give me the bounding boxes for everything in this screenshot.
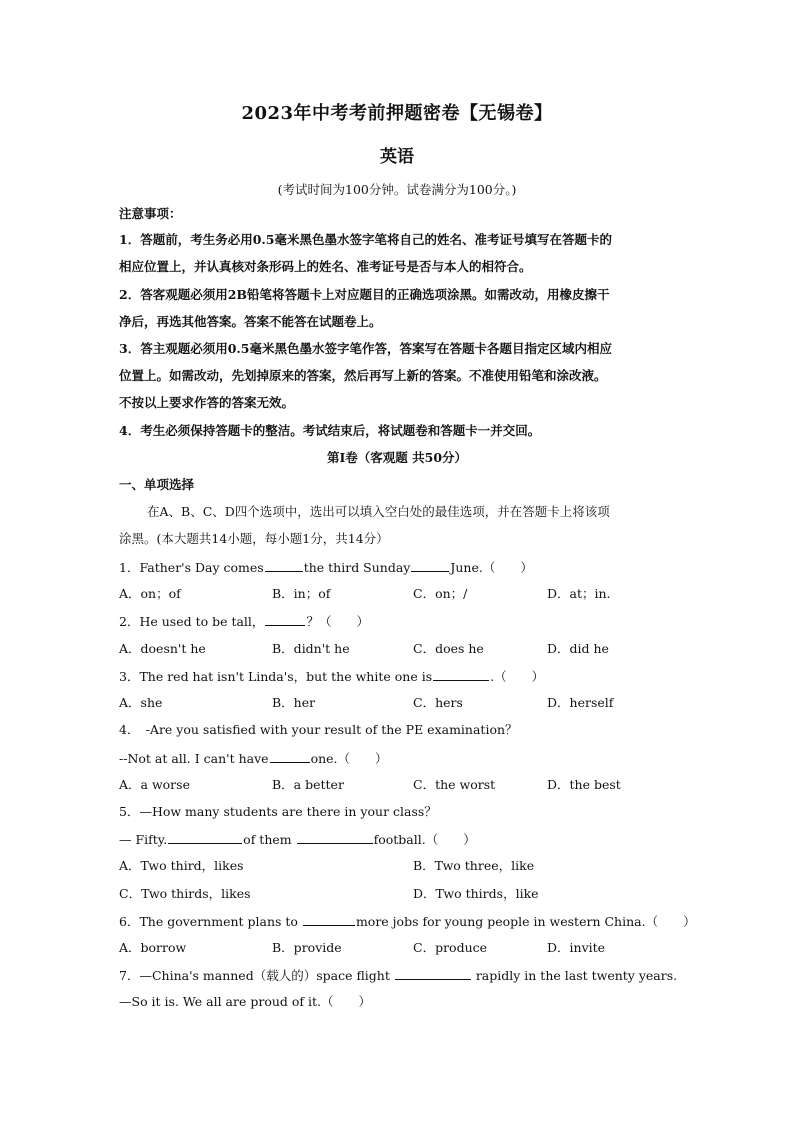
option-c: C．the worst (413, 777, 496, 792)
answer-blank (433, 668, 489, 681)
option-c: C．produce (413, 940, 488, 955)
question-7-part-1: 7．—China's manned（载人的）space flight (119, 968, 390, 983)
option-c: C．Two thirds，likes (119, 886, 251, 901)
note-1-line-2: 相应位置上，并认真核对条形码上的姓名、准考证号是否与本人的相符合。 (119, 259, 532, 274)
question-1-part-1: 1．Father's Day comes (119, 560, 264, 575)
answer-blank (411, 559, 449, 572)
option-a: A．borrow (119, 940, 187, 955)
option-b: B．a better (272, 777, 344, 792)
option-c: C．hers (413, 695, 463, 710)
answer-blank (270, 750, 310, 763)
instruction-line-2: 涂黑。(本大题共14小题，每小题1分，共14分） (119, 531, 389, 546)
answer-blank (303, 913, 355, 926)
question-7-part-2: rapidly in the last twenty years. (475, 968, 678, 983)
question-6-part-2: more jobs for young people in western China.（ ） (355, 914, 696, 929)
section-title: 第I卷（客观题 共50分） (326, 450, 468, 465)
exam-title: 2023年中考考前押题密卷【无锡卷】 (241, 103, 553, 124)
option-a: A．on；of (119, 586, 181, 601)
option-d: D．herself (547, 695, 614, 710)
option-d: D．invite (547, 940, 606, 955)
question-4-line-1: 4． -Are you satisfied with your result of the PE examination？ (119, 722, 518, 737)
question-2-part-2: ？（ ） (306, 614, 369, 629)
question-6-part-1: 6．The government plans to (119, 914, 298, 929)
question-5-part-3: football.（ ） (373, 832, 476, 847)
question-3-part-2: .（ ） (490, 669, 545, 684)
question-5-part-2: of them (243, 832, 292, 847)
answer-blank (265, 559, 303, 572)
answer-blank (297, 831, 373, 844)
option-b: B．in；of (272, 586, 331, 601)
question-2 (119, 613, 369, 630)
note-3-line-1: 3．答主观题必须用0.5毫米黑色墨水签字笔作答，答案写在答题卡各题目指定区域内相应 (119, 341, 612, 356)
question-4-line-2 (119, 750, 388, 767)
option-a: A．Two third，likes (119, 858, 244, 873)
question-5-line-1: 5．—How many students are there in your class？ (119, 804, 437, 819)
option-a: A．a worse (119, 777, 190, 792)
option-a: A．doesn't he (119, 641, 206, 656)
question-3-part-1: 3．The red hat isn't Linda's，but the white one is (119, 669, 433, 684)
question-7-line-1 (119, 967, 677, 984)
option-d: D．at；in. (547, 586, 611, 601)
option-b: B．Two three，like (413, 858, 535, 873)
option-d: D．Two thirds，like (413, 886, 539, 901)
question-6 (119, 913, 696, 930)
question-7-line-2: —So it is. We all are proud of it.（ ） (119, 994, 371, 1009)
answer-blank (265, 613, 305, 626)
instruction-line-1: 在A、B、C、D四个选项中，选出可以填入空白处的最佳选项，并在答题卡上将该项 (147, 504, 610, 519)
subject-title: 英语 (380, 147, 414, 167)
option-c: C．on；/ (413, 586, 468, 601)
note-3-line-3: 不按以上要求作答的答案无效。 (119, 395, 295, 410)
answer-blank (168, 831, 242, 844)
part-title: 一、单项选择 (119, 477, 195, 492)
note-2-line-1: 2．答客观题必须用2B铅笔将答题卡上对应题目的正确选项涂黑。如需改动，用橡皮擦干 (119, 287, 610, 302)
option-b: B．her (272, 695, 316, 710)
question-1-part-3: June.（ ） (450, 560, 533, 575)
question-5-line-2 (119, 831, 476, 848)
option-b: B．provide (272, 940, 342, 955)
note-4: 4．考生必须保持答题卡的整洁。考试结束后，将试题卷和答题卡一并交回。 (119, 423, 541, 438)
note-1-line-1: 1．答题前，考生务必用0.5毫米黑色墨水签字笔将自己的姓名、准考证号填写在答题卡的 (119, 232, 612, 247)
option-c: C．does he (413, 641, 484, 656)
option-d: D．did he (547, 641, 609, 656)
question-1 (119, 559, 533, 576)
question-1-part-2: the third Sunday (303, 560, 411, 575)
note-2-line-2: 净后，再选其他答案。答案不能答在试题卷上。 (119, 314, 382, 329)
note-3-line-2: 位置上。如需改动，先划掉原来的答案，然后再写上新的答案。不准使用铅笔和涂改液。 (119, 368, 607, 383)
answer-blank (395, 967, 471, 980)
question-2-part-1: 2．He used to be tall， (119, 614, 265, 629)
question-3 (119, 668, 544, 685)
question-5-part-1: — Fifty. (119, 832, 168, 847)
question-4-part-2: one.（ ） (310, 751, 388, 766)
exam-info: (考试时间为100分钟。试卷满分为100分。) (277, 182, 517, 197)
notes-heading: 注意事项： (119, 206, 182, 221)
question-4-part-1: --Not at all. I can't have (119, 751, 269, 766)
option-b: B．didn't he (272, 641, 350, 656)
option-a: A．she (119, 695, 163, 710)
option-d: D．the best (547, 777, 621, 792)
